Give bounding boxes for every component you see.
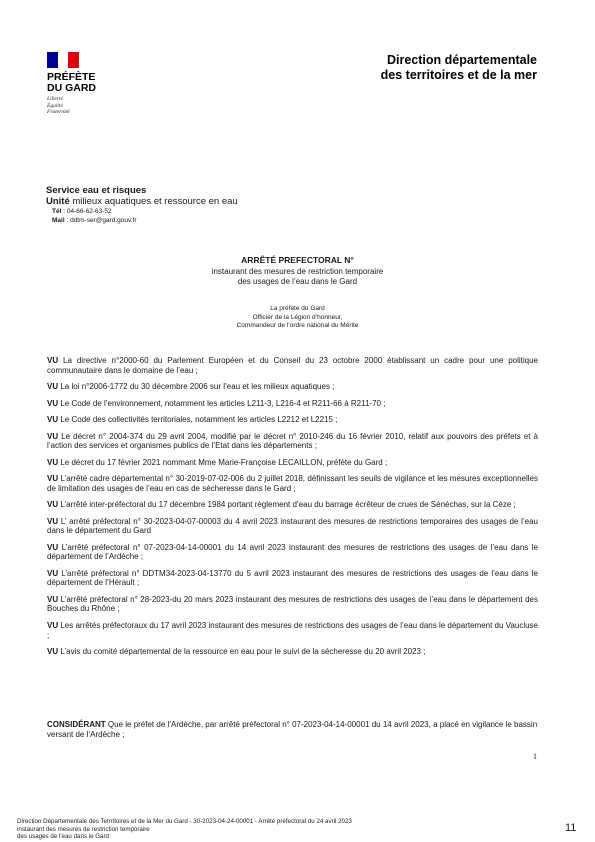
- prefete-block: [0, 305, 595, 331]
- vu-item: [47, 399, 538, 409]
- footer-line2: instaurant des mesures de restriction temporaire: [17, 825, 150, 833]
- vu-keyword: VU: [47, 431, 59, 441]
- footer-page-number: 11: [565, 822, 577, 834]
- considerant-keyword: CONSIDÉRANT: [47, 720, 106, 729]
- vu-keyword: VU: [47, 594, 59, 604]
- logo-motto: [47, 96, 96, 116]
- vu-list: [47, 356, 538, 664]
- arrete-title: ARRÊTÉ PREFECTORAL N°: [241, 255, 354, 265]
- vu-text: L’arrêté préfectoral n° 07-2023-04-14-00001 du 14 avril 2023 instaurant des mesures de restrictions des usages de l’eau dans le département de l’Ardèche ;: [47, 542, 538, 562]
- vu-keyword: VU: [47, 620, 59, 630]
- vu-text: Le décret du 17 février 2021 nommant Mme Marie-Françoise LECAILLON, préfète du Gard ;: [58, 457, 388, 467]
- vu-keyword: VU: [47, 474, 59, 484]
- vu-text: Les arrêtés préfectoraux du 17 avril 2023 instaurant des mesures de restrictions des usages de l’eau dans le département du Vaucluse ;: [47, 620, 538, 640]
- footer: [17, 818, 517, 842]
- prefecture-logo: [47, 52, 96, 116]
- vu-item: [47, 569, 538, 588]
- page-number: 1: [533, 752, 537, 761]
- vu-keyword: VU: [47, 500, 59, 510]
- prefete-line1: La préfète du Gard: [270, 305, 325, 312]
- motto-fraternite: Fraternité: [47, 109, 70, 115]
- vu-keyword: VU: [47, 647, 59, 657]
- vu-text: Le décret n° 2004-374 du 29 avril 2004, modifié par le décret n° 2010-246 du 16 février 2010, relatif aux pouvoirs des préfets et à l’action des services et organismes publics de l’Etat dans les départements ;: [47, 431, 538, 451]
- flag-blue-band: [47, 52, 58, 68]
- vu-text: Le Code de l’environnement, notamment les articles L211-3, L216-4 et R211-66 à R211-70 ;: [58, 398, 386, 408]
- footer-line3: des usages de l'eau dans le Gard: [17, 833, 109, 841]
- vu-item: [47, 500, 538, 510]
- vu-text: L’arrêté préfectoral n° DDTM34-2023-04-13770 du 5 avril 2023 instaurant des mesures de restrictions des usages de l’eau dans le département de l’Hérault ;: [47, 568, 538, 588]
- direction-line2: des territoires et de la mer: [380, 68, 537, 82]
- prefete-line3: Commandeur de l’ordre national du Mérite: [236, 322, 359, 329]
- vu-text: L’avis du comité départemental de la ressource en eau pour le suivi de la sécheresse du 20 avril 2023 ;: [58, 647, 426, 657]
- vu-item: [47, 621, 538, 640]
- vu-text: Le Code des collectivités territoriales, notamment les articles L2212 et L2215 ;: [58, 415, 338, 425]
- vu-item: [47, 356, 538, 375]
- vu-text: L’arrêté préfectoral n° 28-2023-du 20 mars 2023 instaurant des mesures de restrictions des usages de l’eau dans le département des Bouches du Rhône ;: [47, 594, 538, 614]
- vu-item: [47, 432, 538, 451]
- vu-text: L’arrêté cadre départemental n° 30-2019-07-02-006 du 2 juillet 2018, définissant les seuils de vigilance et les mesures exceptionnelles de limitation des usages de l’eau en cas de sécheresse dans le Gard ;: [47, 474, 538, 493]
- vu-item: [47, 474, 538, 493]
- unit-label: Unité: [46, 196, 70, 207]
- vu-item: [47, 458, 538, 468]
- direction-header: [381, 53, 537, 83]
- vu-item: [47, 595, 538, 614]
- service-name: Service eau et risques: [46, 185, 147, 196]
- prefete-line2: Officier de la Légion d’honneur,: [252, 313, 343, 321]
- vu-item: [47, 543, 538, 562]
- mail-value: : ddtm-ser@gard.gouv.fr: [64, 217, 137, 224]
- vu-keyword: VU: [47, 398, 59, 408]
- vu-keyword: VU: [47, 382, 59, 392]
- tel-label: Tél: [52, 208, 62, 215]
- vu-keyword: VU: [47, 457, 59, 467]
- mail-label: Mail: [52, 217, 65, 224]
- service-tel: [52, 207, 238, 216]
- considerant-text: Que le préfet de l’Ardèche, par arrêté préfectoral n° 07-2023-04-14-00001 du 14 avril 2023, a placé en vigilance le bassin versant de l’Ardèche ;: [47, 720, 538, 739]
- logo-title-line2: DU GARD: [47, 82, 96, 94]
- direction-line1: Direction départementale: [386, 53, 537, 67]
- motto-egalite: Égalité: [47, 102, 63, 109]
- marianne-flag-icon: [47, 52, 79, 68]
- logo-title-line1: PRÉFÈTE: [47, 71, 96, 83]
- unit-text: milieux aquatiques et ressource en eau: [69, 196, 238, 207]
- logo-title: [47, 72, 96, 94]
- vu-text: La directive n°2000-60 du Parlement Européen et du Conseil du 23 octobre 2000 établissant un cadre pour une politique communautaire dans le domaine de l’eau ;: [47, 356, 538, 375]
- considerant-paragraph: [47, 720, 538, 740]
- vu-keyword: VU: [47, 516, 59, 526]
- vu-keyword: VU: [47, 542, 59, 552]
- vu-item: [47, 415, 538, 425]
- vu-keyword: VU: [47, 356, 59, 365]
- arrete-subtitle: [0, 267, 595, 287]
- vu-item: [47, 647, 538, 657]
- service-block: [46, 185, 238, 225]
- flag-white-band: [58, 52, 69, 68]
- vu-text: L’ arrêté préfectoral n° 30-2023-04-07-00003 du 4 avril 2023 instaurant des mesures de restrictions temporaires des usages de l’eau dans le département du Gard: [47, 516, 538, 536]
- vu-keyword: VU: [47, 568, 59, 578]
- footer-line1: Direction Départementale des Tetrritoires et de la Mer du Gard - 30-2023-04-24-00001 - Arrêté préfectoral du 24 avril 2023: [17, 818, 352, 825]
- tel-value: : 04-66-62-63-52: [61, 208, 112, 215]
- vu-item: [47, 382, 538, 392]
- service-mail: [52, 216, 238, 225]
- vu-text: La loi n°2006-1772 du 30 décembre 2006 sur l’eau et les milieux aquatiques ;: [58, 382, 335, 392]
- service-unit: [46, 196, 238, 207]
- flag-red-band: [68, 52, 79, 68]
- vu-keyword: VU: [47, 415, 59, 425]
- vu-item: [47, 517, 538, 536]
- vu-text: L’arrêté inter-préfectoral du 17 décembre 1984 portant règlement d’eau du barrage écrêteur de crues de Sénéchas, sur la Cèze ;: [58, 500, 516, 510]
- arrete-subtitle-line1: instaurant des mesures de restriction temporaire: [211, 267, 384, 276]
- motto-liberte: Liberté: [47, 96, 63, 102]
- arrete-subtitle-line2: des usages de l’eau dans le Gard: [237, 277, 358, 286]
